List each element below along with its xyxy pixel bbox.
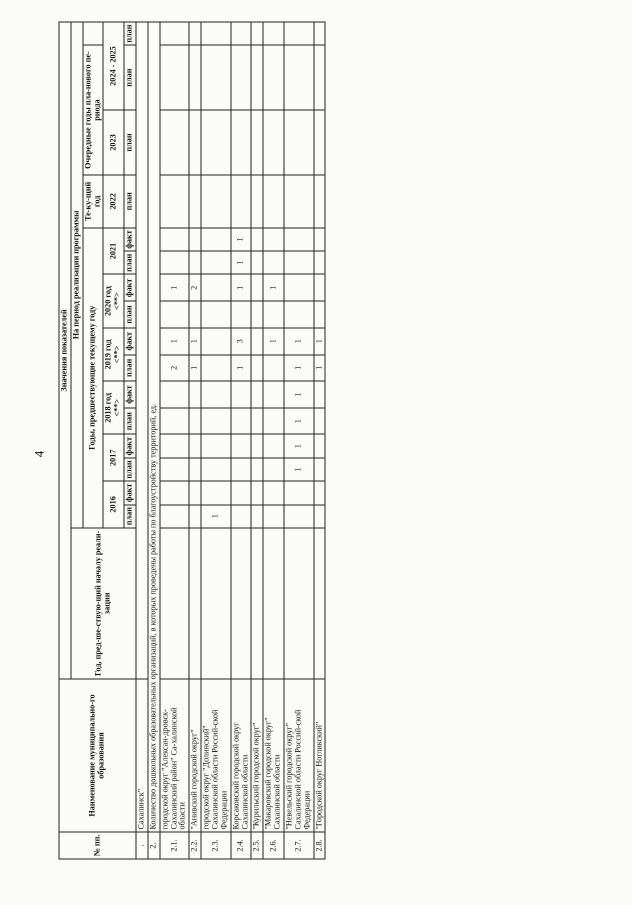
- value-cell: [189, 458, 201, 481]
- indicators-table: [59, 22, 326, 860]
- row-num: 2.3.: [201, 832, 231, 859]
- value-cell: [284, 251, 314, 274]
- value-cell: [251, 328, 263, 355]
- value-cell: [201, 274, 231, 301]
- value-cell: [189, 528, 201, 679]
- value-cell: 2: [189, 274, 201, 301]
- value-cell: [263, 408, 284, 434]
- value-cell: 1: [231, 274, 252, 301]
- value-cell: [201, 458, 231, 481]
- value-cell: [314, 251, 326, 274]
- row-name: "Анивский городской округ": [189, 679, 201, 832]
- row-name: "Макаровский городской округ" Сахалинской области: [263, 679, 284, 832]
- value-cell: [284, 528, 314, 679]
- value-cell: 1: [189, 355, 201, 381]
- row-name: "Курильский городской округ": [251, 679, 263, 832]
- row-num: 2.4.: [231, 832, 252, 859]
- plan-header: план: [124, 301, 136, 327]
- value-cell: 1: [284, 408, 314, 434]
- next-years-header: Очередные годы пла-нового пе-риода: [83, 45, 104, 175]
- value-cell: 1: [189, 328, 201, 355]
- value-cell: [189, 505, 201, 528]
- value-cell: [160, 528, 190, 679]
- value-cell: [231, 110, 252, 175]
- value-cell: [314, 175, 326, 228]
- value-cell: [263, 355, 284, 381]
- value-cell: [251, 22, 263, 45]
- value-cell: [201, 175, 231, 228]
- value-cell: [189, 175, 201, 228]
- value-cell: [160, 228, 190, 252]
- section-title: Количество дошкольных образовательных организаций, в которых проведены работы по благоустройству территорий, ед.: [148, 22, 160, 832]
- value-cell: [160, 381, 190, 408]
- value-cell: [201, 251, 231, 274]
- year-2017: 2017: [103, 434, 124, 481]
- year-2020: 2020 год <**>: [103, 274, 124, 327]
- values-header: Значения показателей: [59, 22, 71, 679]
- value-cell: [201, 45, 231, 110]
- value-cell: [160, 434, 190, 458]
- plan-header: план: [124, 110, 136, 175]
- row-num: 2.2.: [189, 832, 201, 859]
- value-cell: [189, 434, 201, 458]
- value-cell: [314, 228, 326, 252]
- value-cell: 1: [231, 228, 252, 252]
- value-cell: [189, 481, 201, 505]
- value-cell: 1: [160, 328, 190, 355]
- value-cell: [251, 45, 263, 110]
- value-cell: [314, 22, 326, 45]
- value-cell: [284, 481, 314, 505]
- value-cell: [263, 505, 284, 528]
- row-name: городской округ "Долинский" Сахалинской области Россий-ской Федерации: [201, 679, 231, 832]
- base-year-header: Год, пред-ше-ствую-щий началу реали-зации: [71, 528, 136, 679]
- value-cell: [284, 228, 314, 252]
- value-cell: [160, 458, 190, 481]
- value-cell: [189, 22, 201, 45]
- value-cell: 1: [284, 458, 314, 481]
- value-cell: [231, 408, 252, 434]
- value-cell: [160, 22, 190, 45]
- value-cell: [251, 274, 263, 301]
- value-cell: [231, 434, 252, 458]
- value-cell: [160, 110, 190, 175]
- fact-header: факт: [124, 228, 136, 252]
- row-name: "Городской округ Ногликский": [314, 679, 326, 832]
- value-cell: 1: [314, 328, 326, 355]
- value-cell: [201, 110, 231, 175]
- row-name: городской округ "Алексан-дровск-Сахалинский район" Са-халинской области: [160, 679, 190, 832]
- plan-header: план: [124, 505, 136, 528]
- value-cell: [160, 175, 190, 228]
- value-cell: [189, 408, 201, 434]
- table-row: [231, 22, 252, 859]
- row-num: 2.5.: [251, 832, 263, 859]
- value-cell: [263, 45, 284, 110]
- value-cell: 2: [160, 355, 190, 381]
- value-cell: [251, 110, 263, 175]
- value-cell: 1: [160, 274, 190, 301]
- year-2023: 2023: [103, 110, 124, 175]
- value-cell: [314, 274, 326, 301]
- value-cell: [263, 301, 284, 327]
- value-cell: 1: [231, 251, 252, 274]
- value-cell: [284, 110, 314, 175]
- value-cell: [284, 22, 314, 45]
- value-cell: [231, 505, 252, 528]
- value-cell: [189, 110, 201, 175]
- value-cell: [263, 22, 284, 45]
- table-body: [136, 22, 325, 859]
- value-cell: [284, 175, 314, 228]
- value-cell: [263, 228, 284, 252]
- value-cell: [263, 528, 284, 679]
- col-name-header: Наименование муниципально-го образования: [59, 679, 136, 832]
- value-cell: [314, 381, 326, 408]
- value-cell: [263, 434, 284, 458]
- plan-header: план: [124, 45, 136, 110]
- value-cell: [160, 251, 190, 274]
- value-cell: [314, 434, 326, 458]
- value-cell: [201, 408, 231, 434]
- row-num: 2.6.: [263, 832, 284, 859]
- value-cell: [251, 301, 263, 327]
- fact-header: факт: [124, 481, 136, 505]
- value-cell: 1: [263, 274, 284, 301]
- value-cell: [160, 505, 190, 528]
- value-cell: [160, 408, 190, 434]
- plan-header: план: [124, 408, 136, 434]
- value-cell: [251, 408, 263, 434]
- value-cell: [314, 505, 326, 528]
- table-row: [263, 22, 284, 859]
- fact-header: факт: [124, 434, 136, 458]
- plan-header: план: [124, 355, 136, 381]
- previous-years-header: Годы, предшествующие текущему году: [83, 228, 104, 528]
- section-row: [148, 22, 160, 859]
- table-row: [189, 22, 201, 859]
- value-cell: [201, 528, 231, 679]
- year-2019: 2019 год <**>: [103, 328, 124, 381]
- value-cell: [314, 110, 326, 175]
- row-num: 2.1.: [160, 832, 190, 859]
- value-cell: [251, 175, 263, 228]
- year-2021: 2021: [103, 228, 124, 275]
- value-cell: [201, 228, 231, 252]
- value-cell: [314, 408, 326, 434]
- value-cell: 1: [284, 355, 314, 381]
- value-cell: [160, 45, 190, 110]
- value-cell: 1: [314, 355, 326, 381]
- value-cell: [189, 45, 201, 110]
- value-cell: [314, 528, 326, 679]
- value-cell: [231, 381, 252, 408]
- value-cell: 1: [284, 328, 314, 355]
- value-cell: [201, 301, 231, 327]
- plan-header: план: [124, 251, 136, 274]
- value-cell: [314, 458, 326, 481]
- value-cell: [314, 301, 326, 327]
- value-cell: [160, 301, 190, 327]
- year-2024: 2024 - 2025: [103, 22, 124, 110]
- value-cell: [231, 481, 252, 505]
- value-cell: 1: [284, 434, 314, 458]
- value-cell: [251, 458, 263, 481]
- value-cell: [263, 110, 284, 175]
- value-cell: [251, 434, 263, 458]
- value-cell: [231, 528, 252, 679]
- value-cell: 1: [284, 381, 314, 408]
- value-cell: [231, 175, 252, 228]
- table-row: [201, 22, 231, 859]
- value-cell: [201, 355, 231, 381]
- value-cell: [284, 274, 314, 301]
- empty-header: [83, 22, 104, 45]
- value-cell: 1: [231, 355, 252, 381]
- fact-header: факт: [124, 328, 136, 355]
- fact-header: факт: [124, 274, 136, 301]
- col-num-header: № пп.: [59, 832, 136, 859]
- value-cell: [251, 355, 263, 381]
- value-cell: [189, 381, 201, 408]
- row-num: 2.8.: [314, 832, 326, 859]
- row-num: 2.7.: [284, 832, 314, 859]
- year-2022: 2022: [103, 175, 124, 228]
- value-cell: [263, 251, 284, 274]
- table-row: [284, 22, 314, 859]
- period-header: На период реализации программы: [71, 22, 83, 528]
- value-cell: [284, 505, 314, 528]
- page-number: 4: [31, 450, 47, 458]
- value-cell: 1: [201, 505, 231, 528]
- value-cell: [284, 45, 314, 110]
- value-cell: [251, 381, 263, 408]
- value-cell: [231, 22, 252, 45]
- value-cell: [189, 228, 201, 252]
- value-cell: [201, 328, 231, 355]
- value-cell: [251, 528, 263, 679]
- value-cell: [251, 251, 263, 274]
- plan-header: план: [124, 175, 136, 228]
- value-cell: [201, 22, 231, 45]
- plan-header: план: [124, 458, 136, 481]
- value-cell: 3: [231, 328, 252, 355]
- table-row: [160, 22, 190, 859]
- empty-cells: [136, 22, 148, 679]
- value-cell: 1: [263, 328, 284, 355]
- value-cell: [251, 228, 263, 252]
- value-cell: [314, 481, 326, 505]
- value-cell: [231, 45, 252, 110]
- value-cell: [201, 434, 231, 458]
- value-cell: [189, 301, 201, 327]
- plan-header: план: [124, 22, 136, 45]
- value-cell: [231, 458, 252, 481]
- value-cell: [160, 481, 190, 505]
- table-row: [251, 22, 263, 859]
- value-cell: [263, 481, 284, 505]
- value-cell: [284, 301, 314, 327]
- value-cell: [201, 481, 231, 505]
- section-num: 2.: [148, 832, 160, 859]
- value-cell: [231, 301, 252, 327]
- value-cell: [201, 381, 231, 408]
- carry-row: [136, 22, 148, 859]
- row-num: .: [136, 832, 148, 859]
- year-2018: 2018 год <**>: [103, 381, 124, 434]
- value-cell: [251, 505, 263, 528]
- value-cell: [251, 481, 263, 505]
- value-cell: [263, 458, 284, 481]
- value-cell: [263, 381, 284, 408]
- value-cell: [189, 251, 201, 274]
- value-cell: [263, 175, 284, 228]
- rotated-table-area: [1, 0, 632, 905]
- row-name: Сахалинск": [136, 679, 148, 832]
- value-cell: [314, 45, 326, 110]
- row-name: "Невельский городской округ" Сахалинской области Россий-ской Федерации: [284, 679, 314, 832]
- current-year-header: Те-ку-щий год: [83, 175, 104, 228]
- fact-header: факт: [124, 381, 136, 408]
- table-row: [314, 22, 326, 859]
- year-2016: 2016: [103, 481, 124, 528]
- row-name: Корсаковский городской округ Сахалинской области: [231, 679, 252, 832]
